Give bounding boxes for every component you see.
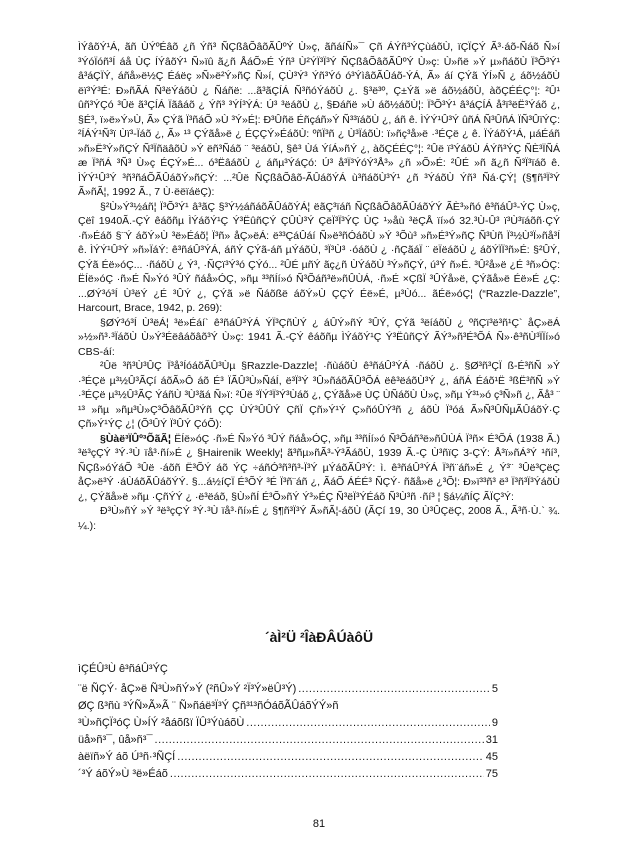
toc-entry-page: 31 [485,734,498,746]
body-text [78,40,560,533]
toc-entry [78,767,498,781]
toc-leader [170,767,484,781]
toc-entry [78,699,498,713]
paragraph: ²Ûë ³ñ³Ù³ÛÇ Ï³å³ÍóáõÃÛ³Ùµ §Razzle-Dazzle¦ ·ñùáõÙ ê³ñáÛ³ÝÁ ·ñáõÙ ¿. §Ø³ñ³ÇÏ ß-É³ñÑ »Ý ·³ÉÇë µ³½Û³ÃÇí áõÃ»Ô áõ É³ ÏÃÛ³Ù»ÑáÍ, ë³Ï³Ý ³Û»ñáõÃÛ³ÕÁ ëê³ëáõÙ³Ý ¿, áñÁ Éáõ¹Ë ³ßË³ñÑ »Ý ·³ÉÇë µ³½Û³ÃÇ ÝáñÙ ³Ù³ãá Ñ»ï: ²Ûë ³ÏÝ³Ï³Ý³Ùáõ ¿, ÇÝãå»ë ÙÇ ÙÑáõÙ Ù»ç, »ñµ Ý³¹»ó ç³Ñ»ñ ¿, Ãå³ ¨ ¹³ »ñµ »ñµ³Ù»Ç³ÕâõÃÛ³Ýñ ÇÇ ÙÝ³ÛÛÝ ÇñÏ Çñ»Ý¹Ý Ç»ñóÛÝ³ñ ¿ áõÙ Ï³óá Ã»Ñ³ÛÑµÃÛáõÝ·Ç Çñ»Ý¹ÝÇ ¿¦ (Õ³ÛÝ Ï³ÛÝ ÇóÕ): [78,360,560,430]
toc-entry-label: ØÇ ß³ñù ³ÝÑ»Ã»Ã ¨ Ñ»ñáë³Ï³Ý Çñ³¹³ñÓáõÃÛáõÝÝ»ñ [78,700,339,712]
toc-entry-label: àëïñ»Ý áõ Ú³ñ·³ÑÇÍ [78,751,176,763]
paragraph: Ð³Ù»ñÝ »Ý ³ë³çÇÝ ³Ý·³Ù ïå³·ñí»É ¿ §¶ñ³Ï³Ý Ã»ñÃ¦-áõÙ (ÃÇí 19, 30 Ù³ÛÇëÇ, 2008 Ã., Ã³ñ·Ù.` ¾. ¼.): [78,505,560,532]
page-number: 81 [312,818,326,830]
toc-entry-label: ³Ù»ñÇÏ³óÇ Ù»ÍÝ ²åáõßï ÏÛ³ÝùáõÙ [78,717,245,729]
table-of-contents [78,662,498,784]
toc-entry-page: 5 [491,683,498,695]
toc-header: ìÇÉÛ³Ù ê³ñáÛ³ÝÇ [78,663,168,675]
toc-entry [78,716,498,730]
section-title: ´àÌ²Ü ²ÎàÐÂÚàôÜ [264,629,374,645]
paragraph: §ØÝ³ó³Í Ù³ëÁ¦ ³ë»Éáí` ê³ñáÛ³ÝÁ ÝÏ³ÇñÙÝ ¿ áÛÝ»ñÝ ³ÛÝ, ÇÝã ³ëíáõÙ ¿ ºñÇï³ë³ñ¹Ç` åÇ»ëÁ »½»ñ³·³ÏáõÙ Ù»Ý³Éëâáõâõ³Ý Ù»ç: 1941 Ã.-ÇÝ êáõñµ ÌÝáõÝ¹Ç Ý³ËûñÇÝ ÃÝ³»ñ³É³ÕÁ Ñ»·ê³ñÙ³ÏÏí»ó CBS-áí: [78,316,560,358]
toc-entry [78,682,498,696]
paragraph-with-bold-lead [78,432,560,505]
toc-entry-label: ´³Ý áõÝ»Ù ³ë»Éáõ [78,768,168,780]
bold-lead: §Ùàë³ÏÛº³ÕãÃ¦ [100,432,171,445]
toc-entry-label: üå»ñ³¯, ûå»ñ³¯ [78,734,153,746]
toc-entry-label: ¨ë ÑÇÝ· åÇ»ë Ñ³Ù»ñÝ»Ý (²ñÛ»Ý ²Ï³Ý»ëÛ³Ý) [78,683,297,695]
toc-entry [78,733,498,747]
toc-entry-page: 9 [491,717,498,729]
paragraph: ÌÝâõÝ¹Á, ãñ ÙÝºÉâõ ¿ñ Ýñ³ ÑÇßâÕâõÃÛºÝ Ù»ç, ãñáíÑ»¯ Çñ ÁÝñ³ÝÇùáõÙ, ïÇÏÇÝ Ã³·áõ-Ñáõ Ñ»í ³ÝóÏóñ³Í áå ÙÇ ÍÝâõÝ¹ Ñ»ïû ã¿ñ ÅáÕ»É Ýñ³ Ù²ÝÏ³Ï³Ý ÑÇßâÕâõÃÛºÝ Ù»ç: Ù»ñë »Ý µ»ñáõÙ Ï³Õ³Ý¹ â³áÇÏÝ, áñå»ë½Ç Éáëç »Ñ»ë²Ý»ñÇ Ñ»í, ÇÙ³Ý³ Ýñ³Ýó ó³ÝìâõÃÛáõ-ÝÁ, Ã» áí ÇÝã ÝÍ»Ñ ¿ áõ½áõÙ ëï³Ý³É: Ð»ñÃÁ Ñ³ëÝáõÙ ¿ Ñáñë: ...ã³ãÇÍÁ Ñ³ñóÝáõÙ ¿. §³ë³º, Ç±Ýã »ë áõ½áõÙ, àõÇÉÉÇ°¦: ²Û¹ ûñ³ÝÇó ³Ûë ã³ÇÍÁ Ïãâáõ ¿ Ýñ³ ³ÝÍ³ÝÁ: Ú³ ³ëáõÙ ¿, §Ðáñë »Ù áõ½áõÙ¦: Ï³Õ³Ý¹ â³áÇÍÁ å³ï³ëË³Ýáõ ¿, §É³, ï»ë»Ý»Ù, Ã» ÇÝã Ï³ñáÕ »Ù ³Ý»É¦: Ð³Ûñë Éñçáñ»Ý Ñ³³ïáõÙ ¿, áñ ê. ÌÝÝ¹Û³Ý ûñÁ Ñ³ÛñÁ ÏÑ³ÛïÝÇ: ²ÍÁÝ¹Ñ³ï Ùï³-Ïáõ ¿, Ã» ¹³ ÇÝãå»ë ¿ ÉÇÇÝ»ÉáõÙ: ºñÏ³ñ ¿ Ù³ÏáõÙ: ï»ñç³å»ë ·³ÉÇë ¿ ê. ÏÝáõÝ¹Á, µáÉáñ »ñ»Ë³Ý»ñÇÝ Ñ³ÏñäâõÙ »Ý ëñ³Ñáõ ¨ ³ëáõÙ, §ê³ Ùá ÝíÁ»ñÝ ¿, àõÇÉÉÇ°¦: ²Ûë ï³ÝáõÙ ÁÝñ³ÝÇ ÑÈ³ÏÑÁ æ Ï³ñÁ ³Ñ³ Ù»ç ÉÇÝ»É... ó³ËâáõÙ ¿ áñµ³ÝáÇó: Ú³ å³Ï³ÝóÝ³Å³» ¿ñ »Õ»É: ²ÛÉ »ñ ã¿ñ Ñ³Ï³ïáõ ê. ÌÝÝ¹Û³Ý ³ñ³ñáÕÃÛáõÝ»ñÇÝ: ...²Ûë ÑÇßâÕâõ-ÃÛáõÝÁ ù³ñáõÙ³Ý¹ ¿ñ ³ÝáõÙ Ýñ³ Ñá·ÇÝ¦ (§¶ñ³Ï³Ý Ã»ñÃ¦, 1992 Ã., 7 Ù·ëëïáëÇ): [78,41,560,198]
toc-leader [177,750,484,764]
toc-leader [298,682,490,696]
toc-entry-page: 45 [485,751,498,763]
toc-entry [78,750,498,764]
toc-entry-page: 75 [485,768,498,780]
toc-leader [155,733,484,747]
toc-leader [246,716,490,730]
paragraph: §²Ù»Ý³½áñ¦ Ï³Õ³Ý¹ â³ãÇ §³Ý½áñáõÃÛáõÝÁ¦ ëãÇ³ïáñ ÑÇßâÕâõÃÛáõÝÝ ÃÈ³»ñó ê³ñáÛ³-ÝÇ Ù»ç, Çëî 1940Ã.-ÇÝ êáõñµ ÌÝáõÝ¹Ç Ý³ËûñÇÝ ÇÛÙ³Ý ÇëÏ³Ï³ÝÇ ÙÇ ¹»åù ³ëÇÅ ïí»ó 32.³Ù-Û³ ï³Ù³ïáõñ·ÇÝ ·ñ»Éáõ §¨Ý áõÝ»Ù ³ë»Éáõ¦ Ï³ñ» åÇ»ëÁ: ë³³ÇáÛáí Ñ»ë³ñÓáõÙ »Ý ³Õù³ »ñ»É³Ý»ñÇ Ñ³Ùñ Ï³½Ù³Ï»ñå³Í ê. ÌÝÝ¹Û³Ý »ñ»ÏáÝ: ê³ñáÛ³ÝÁ, áñÝ ÇÝã-áñ µÝáõÙ, ³Ï³Ù³ ·óáõÙ ¿ ·ñÇãáÏ ¨ ëÏëáõÙ ¿ áõÝÏÏ³ñ»É: §²ÛÝ, ÇÝã Éë»óÇ... ·ñáõÙ ¿ Ý³, ·ÑÇï³Ý³ó ÇÝó... ²ÛÉ µñÝ ãç¿ñ ÙÝáõÙ ³Ý»ñÇÝ, ú³Ý ñ»É. ³Û²å»ë ¿É ³ñ»ÓÇ: ËÍë»óÇ ·ñ»É Ñ»Ýó ³ÛÝ ñáå»ÓÇ, »ñµ ³³ñÍí»ó Ñ³Õáñ³ë»ñÛÙÁ, ·ñ»É ×ÇßÏ ³ÛÝå»ë, ÇÝãå»ë Éë»É ¿Ç: ...ØÝ³ó³Í Ù³ëÝ ¿É ³ÛÝ ¿, ÇÝã »ë Ñáõßë áõÝ»Ù ÇÇÝ Éë»É, µ³Ùó... ãÉë»óÇ¦ (“Razzle-Dazzle”, Harcourt, Brace, 1942, p. 269): [78,200,560,314]
paragraph-text: ËÍë»óÇ ·ñ»É Ñ»Ýó ³ÛÝ ñáå»ÓÇ, »ñµ ³³ñÍí»ó Ñ³Õáñ³ë»ñÛÙÁ Ï³ñ× É³ÕÁ (1938 Ã.) ³ë³çÇÝ ³Ý·³Ù ïå³·ñí»É ¿ §Hairenik Weekly¦ ã³ñµ»ñÃ³-Ý³ÃáõÙ, 1939 Ã.-Ç Ù³ñïÇ 3-ÇÝ: Å³ï»ñÁ³Ý ¹ñí³, ÑÇß»óÝáÕ ³Ûë ·áõñ Ë³ÕÝ áõ ÝÇ ÷áñÓ³ñ³ñ³-Ï³Ý µÝáõÃÛ³Ý: ì. ê³ñáÛ³ÝÁ Ï³ñ¨áñ»É ¿ Ý³¨ ³Ûë³ÇëÇ åÇ»ë³Ý ·áÙáõÃÛáõÝÝ. §...á½íÇÏ É³ÕÝ ³É Ï³ñ¨áñ ¿, ÃáÕ ÁÉÉ³ ÑÇÝ· ñãå»ë ¿³Õ¦: Ð»ï³³ñ³ ë³ Ï³ñ³Ï³ÝáõÙ ¿, ÇÝãå»ë »ñµ ·ÇñÝÝ ¿ ·ë³ëáõ, §Ù»ñÍ É³Õ»ñÝ Ý³»ÉÇ Ñ³ëÏ³ÝÉáõ Ñ³Ù³ñ ·ñí³ ¦ §á¼ñÍÇ ÃÏÇ³Ý: [78,432,560,503]
